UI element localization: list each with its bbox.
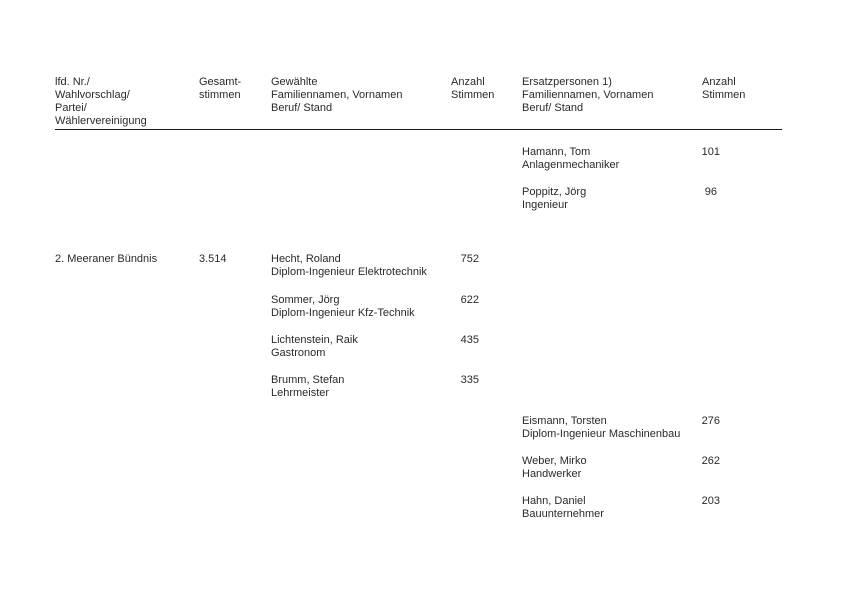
substitute-entry (522, 146, 619, 172)
elected-name: Brumm, Stefan (271, 374, 345, 386)
elected-entry (271, 294, 415, 320)
substitute-entry (522, 186, 586, 212)
header-col-nr-line: Wählervereinigung (55, 115, 147, 127)
header-col-ersatz-line: Beruf/ Stand (522, 102, 584, 114)
substitute-entry (522, 415, 680, 441)
header-col-nr-line: lfd. Nr./ (55, 76, 90, 88)
substitute-votes: 203 (701, 495, 720, 507)
substitute-name: Poppitz, Jörg (522, 186, 587, 198)
substitute-name: Eismann, Torsten (522, 415, 607, 427)
substitute-votes: 262 (701, 455, 720, 467)
header-col-ersatz (522, 76, 653, 115)
substitute-entry (522, 455, 587, 481)
header-col-gesamt-line: stimmen (199, 89, 241, 101)
elected-profession: Lehrmeister (271, 387, 330, 399)
header-col-ersatz-line: Ersatzpersonen 1) (522, 76, 612, 88)
elected-entry (271, 374, 344, 400)
substitute-profession: Ingenieur (522, 199, 568, 211)
elected-votes: 435 (460, 334, 479, 346)
elected-profession: Diplom-Ingenieur Elektrotechnik (271, 266, 427, 278)
header-col-nr-line: Partei/ (55, 102, 87, 114)
substitute-profession: Diplom-Ingenieur Maschinenbau (522, 428, 681, 440)
elected-entry (271, 253, 427, 279)
header-col-gewaehlte-line: Beruf/ Stand (271, 102, 333, 114)
header-col-anzahl-line: Stimmen (702, 89, 746, 101)
substitute-profession: Anlagenmechaniker (522, 159, 620, 171)
elected-votes: 622 (460, 294, 479, 306)
header-divider (55, 129, 782, 130)
header-col-gewaehlte-line: Gewählte (271, 76, 318, 88)
elected-votes: 335 (460, 374, 479, 386)
header-col-anzahl-line: Stimmen (451, 89, 495, 101)
header-col-anzahl-gewaehlte (451, 76, 494, 102)
substitute-name: Hahn, Daniel (522, 495, 586, 507)
header-col-nr (55, 76, 147, 128)
elected-entry (271, 334, 358, 360)
substitute-votes: 96 (704, 186, 717, 198)
substitute-profession: Handwerker (522, 468, 582, 480)
party-total-votes: 3.514 (199, 253, 227, 265)
substitute-name: Weber, Mirko (522, 455, 587, 467)
header-col-anzahl-line: Anzahl (702, 76, 736, 88)
header-col-anzahl-line: Anzahl (451, 76, 485, 88)
elected-name: Hecht, Roland (271, 253, 341, 265)
elected-votes: 752 (460, 253, 479, 265)
header-col-gesamt (199, 76, 241, 102)
header-col-nr-line: Wahlvorschlag/ (55, 89, 130, 101)
substitute-name: Hamann, Tom (522, 146, 591, 158)
elected-name: Sommer, Jörg (271, 294, 340, 306)
elected-name: Lichtenstein, Raik (271, 334, 358, 346)
substitute-entry (522, 495, 604, 521)
elected-profession: Gastronom (271, 347, 326, 359)
header-col-gesamt-line: Gesamt- (199, 76, 242, 88)
substitute-profession: Bauunternehmer (522, 508, 604, 520)
substitute-votes: 101 (701, 146, 720, 158)
header-col-gewaehlte-line: Familiennamen, Vornamen (271, 89, 403, 101)
header-col-anzahl-ersatz (702, 76, 745, 102)
header-col-gewaehlte (271, 76, 402, 115)
elected-profession: Diplom-Ingenieur Kfz-Technik (271, 307, 415, 319)
header-col-ersatz-line: Familiennamen, Vornamen (522, 89, 654, 101)
substitute-votes: 276 (701, 415, 720, 427)
party-label: 2. Meeraner Bündnis (55, 253, 158, 265)
